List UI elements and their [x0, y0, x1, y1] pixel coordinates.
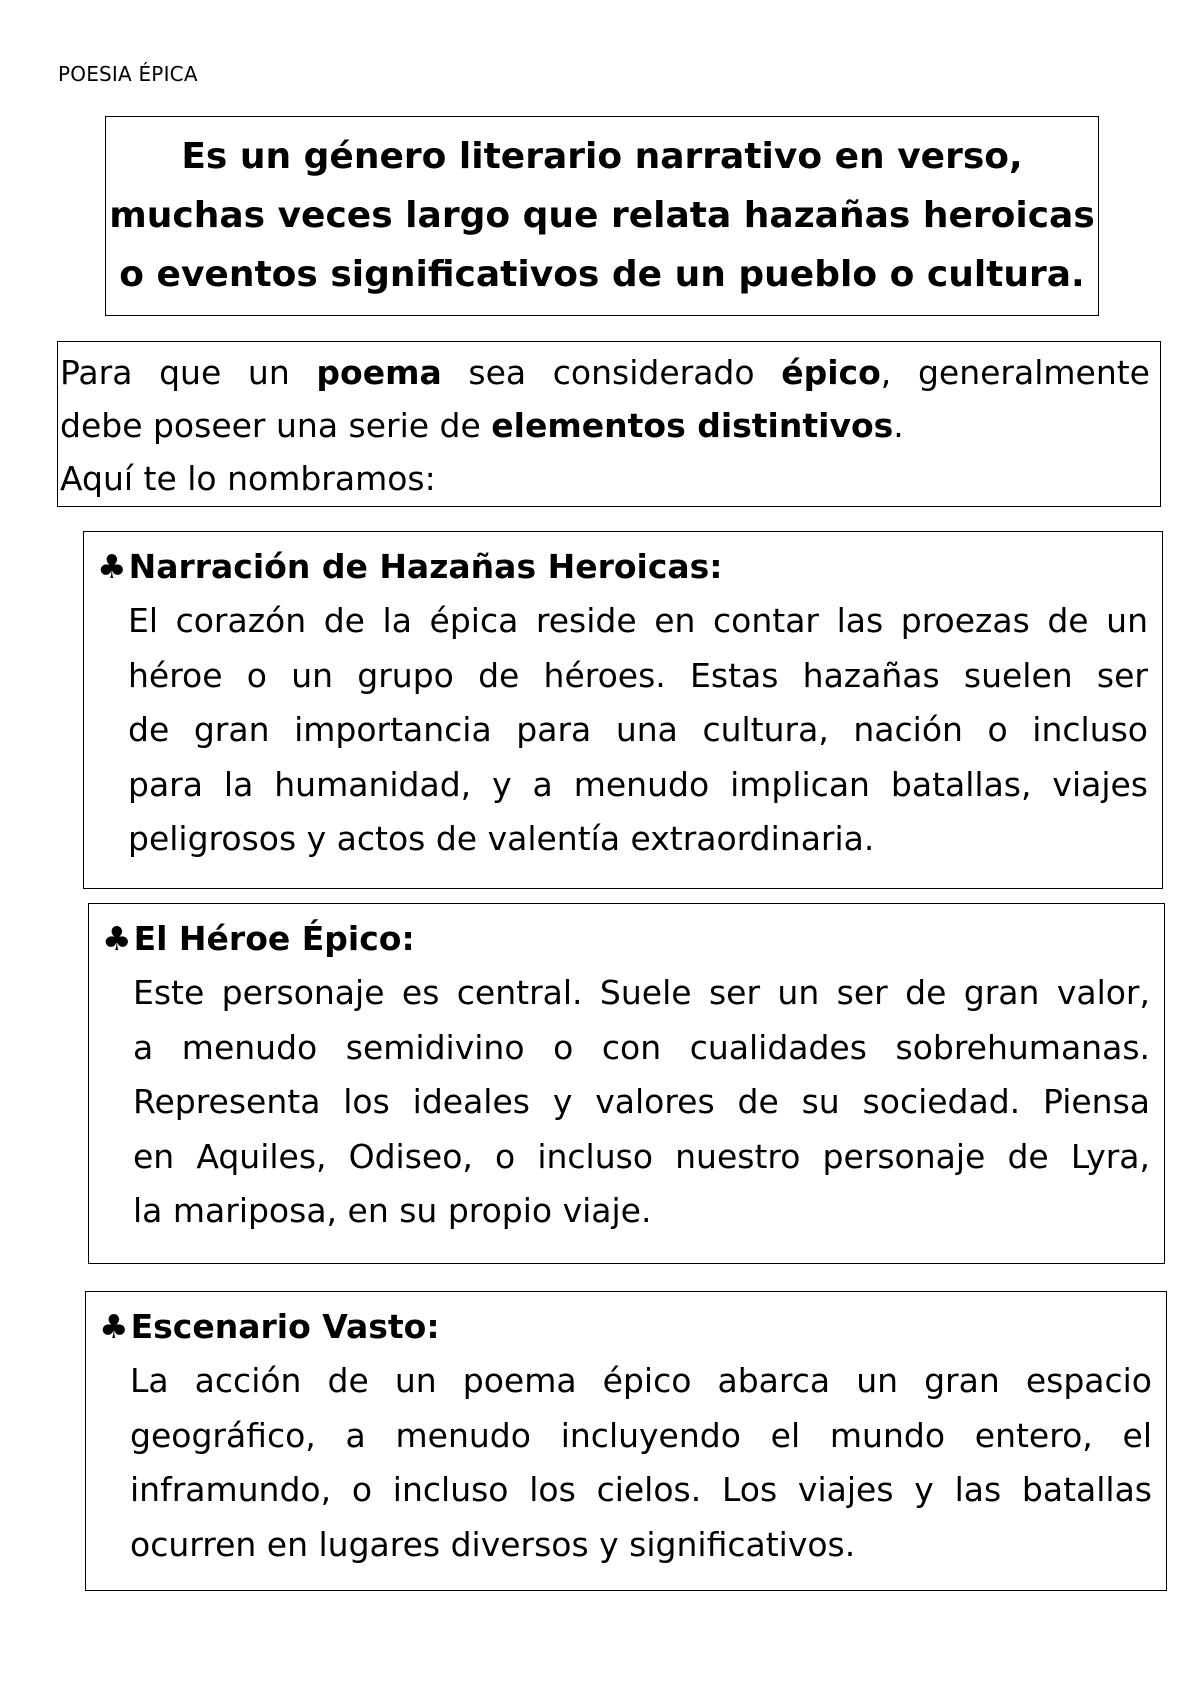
club-icon: ♣ — [102, 919, 132, 958]
element-title-text: El Héroe Épico: — [133, 919, 415, 958]
body-line: El corazón de la épica reside en contar las proezas de un — [128, 601, 1148, 640]
intro-text: . — [893, 406, 904, 445]
definition-box — [105, 116, 1099, 316]
body-line: Este personaje es central. Suele ser un ser de gran valor, — [133, 973, 1150, 1012]
body-line: para la humanidad, y a menudo implican batallas, viajes — [128, 764, 1148, 804]
element-box-heroe — [88, 903, 1165, 1264]
page-heading: POESIA ÉPICA — [58, 62, 198, 86]
intro-bold-elementos: elementos distintivos — [491, 406, 894, 445]
club-icon: ♣ — [97, 547, 127, 586]
element-body — [133, 966, 1150, 1239]
intro-line-3: Aquí te lo nombramos: — [60, 459, 436, 498]
body-line: en Aquiles, Odiseo, o incluso nuestro personaje de Lyra, — [133, 1136, 1150, 1176]
element-body — [128, 594, 1148, 867]
body-line: la mariposa, en su propio viaje. — [133, 1191, 652, 1230]
intro-text: , generalmente — [880, 353, 1150, 392]
body-line: Representa los ideales y valores de su sociedad. Piensa — [133, 1082, 1150, 1121]
body-line: La acción de un poema épico abarca un gran espacio — [130, 1361, 1152, 1400]
intro-line-2 — [60, 399, 1150, 452]
intro-text: Para que un — [60, 353, 317, 392]
intro-text: sea considerado — [441, 353, 782, 392]
intro-box — [57, 341, 1161, 507]
body-line: inframundo, o incluso los cielos. Los viajes y las batallas — [130, 1470, 1152, 1509]
intro-text: debe poseer una serie de — [60, 406, 492, 445]
intro-bold-poema: poema — [316, 353, 442, 392]
element-body — [130, 1354, 1152, 1572]
body-line: geográfico, a menudo incluyendo el mundo entero, el — [130, 1415, 1152, 1455]
body-line: ocurren en lugares diversos y significativos. — [130, 1524, 856, 1564]
element-box-escenario — [85, 1291, 1167, 1591]
element-title — [102, 912, 415, 967]
body-line: a menudo semidivino o con cualidades sobrehumanas. — [133, 1027, 1150, 1067]
body-line: peligrosos y actos de valentía extraordinaria. — [128, 819, 875, 858]
element-title-text: Escenario Vasto: — [130, 1307, 440, 1346]
club-icon: ♣ — [99, 1307, 129, 1346]
intro-bold-epico: épico — [781, 353, 881, 392]
definition-line: o eventos significativos de un pueblo o cultura. — [119, 254, 1085, 295]
element-title-text: Narración de Hazañas Heroicas: — [128, 547, 723, 586]
definition-line: muchas veces largo que relata hazañas heroicas — [109, 195, 1095, 236]
element-box-hazanas — [83, 531, 1163, 889]
element-title — [97, 540, 723, 595]
definition-line: Es un género literario narrativo en verso, — [181, 136, 1023, 177]
intro-line-1 — [60, 346, 1150, 399]
element-title — [99, 1300, 440, 1355]
body-line: de gran importancia para una cultura, nación o incluso — [128, 710, 1148, 749]
body-line: héroe o un grupo de héroes. Estas hazañas suelen ser — [128, 655, 1148, 695]
